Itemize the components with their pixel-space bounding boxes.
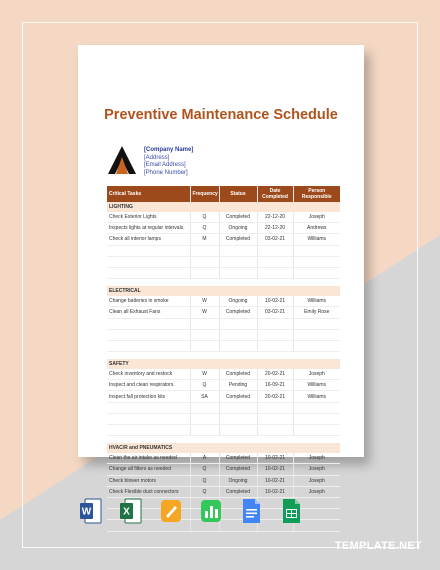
frequency-cell: A [190, 453, 219, 464]
person-cell: Williams [293, 296, 340, 307]
spacer-cell [107, 352, 190, 360]
header-person-responsible: Person Responsible [293, 186, 340, 202]
empty-cell [293, 245, 340, 256]
spacer-cell [190, 279, 219, 287]
company-phone: [Phone Number] [144, 169, 188, 176]
person-cell: Andrews [293, 223, 340, 234]
person-cell: Williams [293, 380, 340, 391]
spacer-cell [293, 436, 340, 444]
word-icon[interactable] [80, 498, 102, 524]
table-row [107, 391, 340, 402]
task-cell: Check blower motors [107, 475, 190, 486]
task-cell: Inspects lights at regular intervals. [107, 223, 190, 234]
status-cell: Ongoing [219, 296, 257, 307]
empty-row [107, 318, 340, 329]
company-name: [Company Name] [144, 147, 194, 153]
frequency-cell: Q [190, 486, 219, 497]
spacer-cell [107, 436, 190, 444]
empty-cell [107, 267, 190, 278]
empty-row [107, 256, 340, 267]
status-cell: Completed [219, 234, 257, 245]
task-cell: Change batteries in smoke [107, 296, 190, 307]
spacer-cell [293, 352, 340, 360]
google-docs-icon[interactable] [240, 498, 262, 524]
empty-cell [293, 402, 340, 413]
frequency-cell: W [190, 369, 219, 380]
date-cell: 20-02-21 [257, 369, 293, 380]
excel-icon[interactable] [120, 498, 142, 524]
empty-row [107, 329, 340, 340]
empty-cell [257, 402, 293, 413]
empty-cell [190, 329, 219, 340]
section-header-row [107, 359, 340, 369]
task-cell: Check inventory and restock [107, 369, 190, 380]
frequency-cell: Q [190, 475, 219, 486]
empty-cell [293, 318, 340, 329]
empty-cell [293, 340, 340, 351]
person-cell: Joseph [293, 486, 340, 497]
empty-cell [293, 413, 340, 424]
header-date-completed: Date Completed [257, 186, 293, 202]
empty-cell [257, 425, 293, 436]
empty-cell [219, 413, 257, 424]
section-title: ELECTRICAL [107, 286, 340, 296]
status-cell: Completed [219, 212, 257, 223]
status-cell: Completed [219, 391, 257, 402]
empty-row [107, 267, 340, 278]
empty-cell [293, 329, 340, 340]
table-row [107, 475, 340, 486]
status-cell: Completed [219, 369, 257, 380]
section-header-row [107, 443, 340, 453]
task-cell: Change all filters as needed [107, 464, 190, 475]
task-cell: Inspect and clean respirators. [107, 380, 190, 391]
spacer-cell [257, 436, 293, 444]
document-title: Preventive Maintenance Schedule [104, 107, 338, 123]
empty-row [107, 402, 340, 413]
status-cell: Completed [219, 486, 257, 497]
empty-cell [107, 425, 190, 436]
spacer-cell [219, 279, 257, 287]
person-cell: Joseph [293, 453, 340, 464]
table-row [107, 212, 340, 223]
spacer-cell [190, 436, 219, 444]
date-cell: 10-02-21 [257, 475, 293, 486]
frequency-cell: W [190, 307, 219, 318]
empty-row [107, 413, 340, 424]
empty-cell [107, 329, 190, 340]
empty-cell [107, 245, 190, 256]
table-body [107, 202, 340, 531]
empty-cell [257, 340, 293, 351]
empty-cell [107, 340, 190, 351]
empty-cell [219, 340, 257, 351]
spacer-row [107, 352, 340, 360]
task-cell: Clean all Exhaust Fans [107, 307, 190, 318]
person-cell: Williams [293, 234, 340, 245]
table-row [107, 369, 340, 380]
company-email: [Email Address] [144, 162, 186, 169]
empty-cell [190, 402, 219, 413]
frequency-cell: SA [190, 391, 219, 402]
spacer-cell [190, 352, 219, 360]
empty-cell [257, 267, 293, 278]
status-cell: Ongoing [219, 475, 257, 486]
document-page [78, 45, 364, 495]
empty-cell [219, 267, 257, 278]
date-cell: 10-02-21 [257, 296, 293, 307]
task-cell: Check Exterior Lights [107, 212, 190, 223]
frequency-cell: Q [190, 223, 219, 234]
spacer-cell [219, 436, 257, 444]
section-header-row [107, 286, 340, 296]
table-row [107, 223, 340, 234]
empty-cell [190, 318, 219, 329]
task-cell: Inspect fall protection kits [107, 391, 190, 402]
empty-cell [293, 256, 340, 267]
task-cell: Check all interior lamps [107, 234, 190, 245]
person-cell: Joseph [293, 475, 340, 486]
frequency-cell: Q [190, 212, 219, 223]
empty-cell [219, 256, 257, 267]
section-title: SAFETY [107, 359, 340, 369]
google-sheets-icon[interactable] [280, 498, 302, 524]
empty-cell [219, 425, 257, 436]
svg-text:X: X [123, 506, 130, 518]
empty-cell [190, 425, 219, 436]
date-cell: 10-02-21 [257, 453, 293, 464]
company-address: [Address] [144, 154, 170, 161]
format-icons [80, 498, 300, 524]
table-row [107, 307, 340, 318]
empty-cell [257, 413, 293, 424]
header-status: Status [219, 186, 257, 202]
empty-cell [293, 425, 340, 436]
frequency-cell: Q [190, 380, 219, 391]
date-cell: 22-12-20 [257, 212, 293, 223]
date-cell: 03-02-21 [257, 307, 293, 318]
empty-row [107, 245, 340, 256]
status-cell: Completed [219, 307, 257, 318]
company-logo-icon [107, 145, 137, 175]
numbers-icon[interactable] [200, 498, 222, 524]
date-cell: 10-02-21 [257, 464, 293, 475]
spacer-cell [107, 279, 190, 287]
empty-row [107, 425, 340, 436]
spacer-cell [257, 279, 293, 287]
date-cell: 03-02-21 [257, 234, 293, 245]
company-info [144, 147, 193, 177]
empty-cell [219, 329, 257, 340]
task-cell: Clean the air intake as needed [107, 453, 190, 464]
status-cell: Pending [219, 380, 257, 391]
frequency-cell: W [190, 296, 219, 307]
empty-cell [257, 329, 293, 340]
empty-cell [107, 256, 190, 267]
header-frequency: Frequency [190, 186, 219, 202]
empty-cell [107, 402, 190, 413]
spacer-cell [257, 352, 293, 360]
table-row [107, 464, 340, 475]
date-cell: 10-02-21 [257, 486, 293, 497]
empty-cell [190, 245, 219, 256]
empty-cell [257, 318, 293, 329]
empty-cell [107, 413, 190, 424]
status-cell: Completed [219, 464, 257, 475]
table-row [107, 380, 340, 391]
pages-icon[interactable] [160, 498, 182, 524]
empty-cell [190, 413, 219, 424]
section-header-row [107, 202, 340, 212]
empty-cell [219, 318, 257, 329]
spacer-row [107, 279, 340, 287]
table-row [107, 486, 340, 497]
person-cell: Emily Rose [293, 307, 340, 318]
empty-cell [190, 267, 219, 278]
empty-cell [190, 340, 219, 351]
table-row [107, 234, 340, 245]
empty-cell [219, 245, 257, 256]
svg-text:W: W [81, 506, 92, 518]
task-cell: Check Flexible duct connectors [107, 486, 190, 497]
empty-cell [257, 245, 293, 256]
empty-cell [257, 256, 293, 267]
date-cell: 20-02-21 [257, 391, 293, 402]
person-cell: Williams [293, 391, 340, 402]
status-cell: Ongoing [219, 223, 257, 234]
status-cell: Completed [219, 453, 257, 464]
spacer-cell [293, 279, 340, 287]
spacer-cell [219, 352, 257, 360]
empty-row [107, 340, 340, 351]
empty-cell [190, 256, 219, 267]
frequency-cell: M [190, 234, 219, 245]
date-cell: 16-09-21 [257, 380, 293, 391]
table-row [107, 296, 340, 307]
person-cell: Joseph [293, 369, 340, 380]
person-cell: Joseph [293, 212, 340, 223]
header-critical-tasks: Critical Tasks [107, 186, 190, 202]
brand-watermark[interactable]: TEMPLATE.NET [334, 540, 422, 552]
maintenance-table [107, 186, 340, 532]
frequency-cell: Q [190, 464, 219, 475]
section-title: HVAC/R and PNEUMATICS [107, 443, 340, 453]
date-cell: 22-12-20 [257, 223, 293, 234]
section-title: LIGHTING [107, 202, 340, 212]
spacer-row [107, 436, 340, 444]
table-header-row [107, 186, 340, 202]
empty-cell [219, 402, 257, 413]
empty-cell [107, 318, 190, 329]
table-row [107, 453, 340, 464]
empty-cell [293, 267, 340, 278]
person-cell: Joseph [293, 464, 340, 475]
